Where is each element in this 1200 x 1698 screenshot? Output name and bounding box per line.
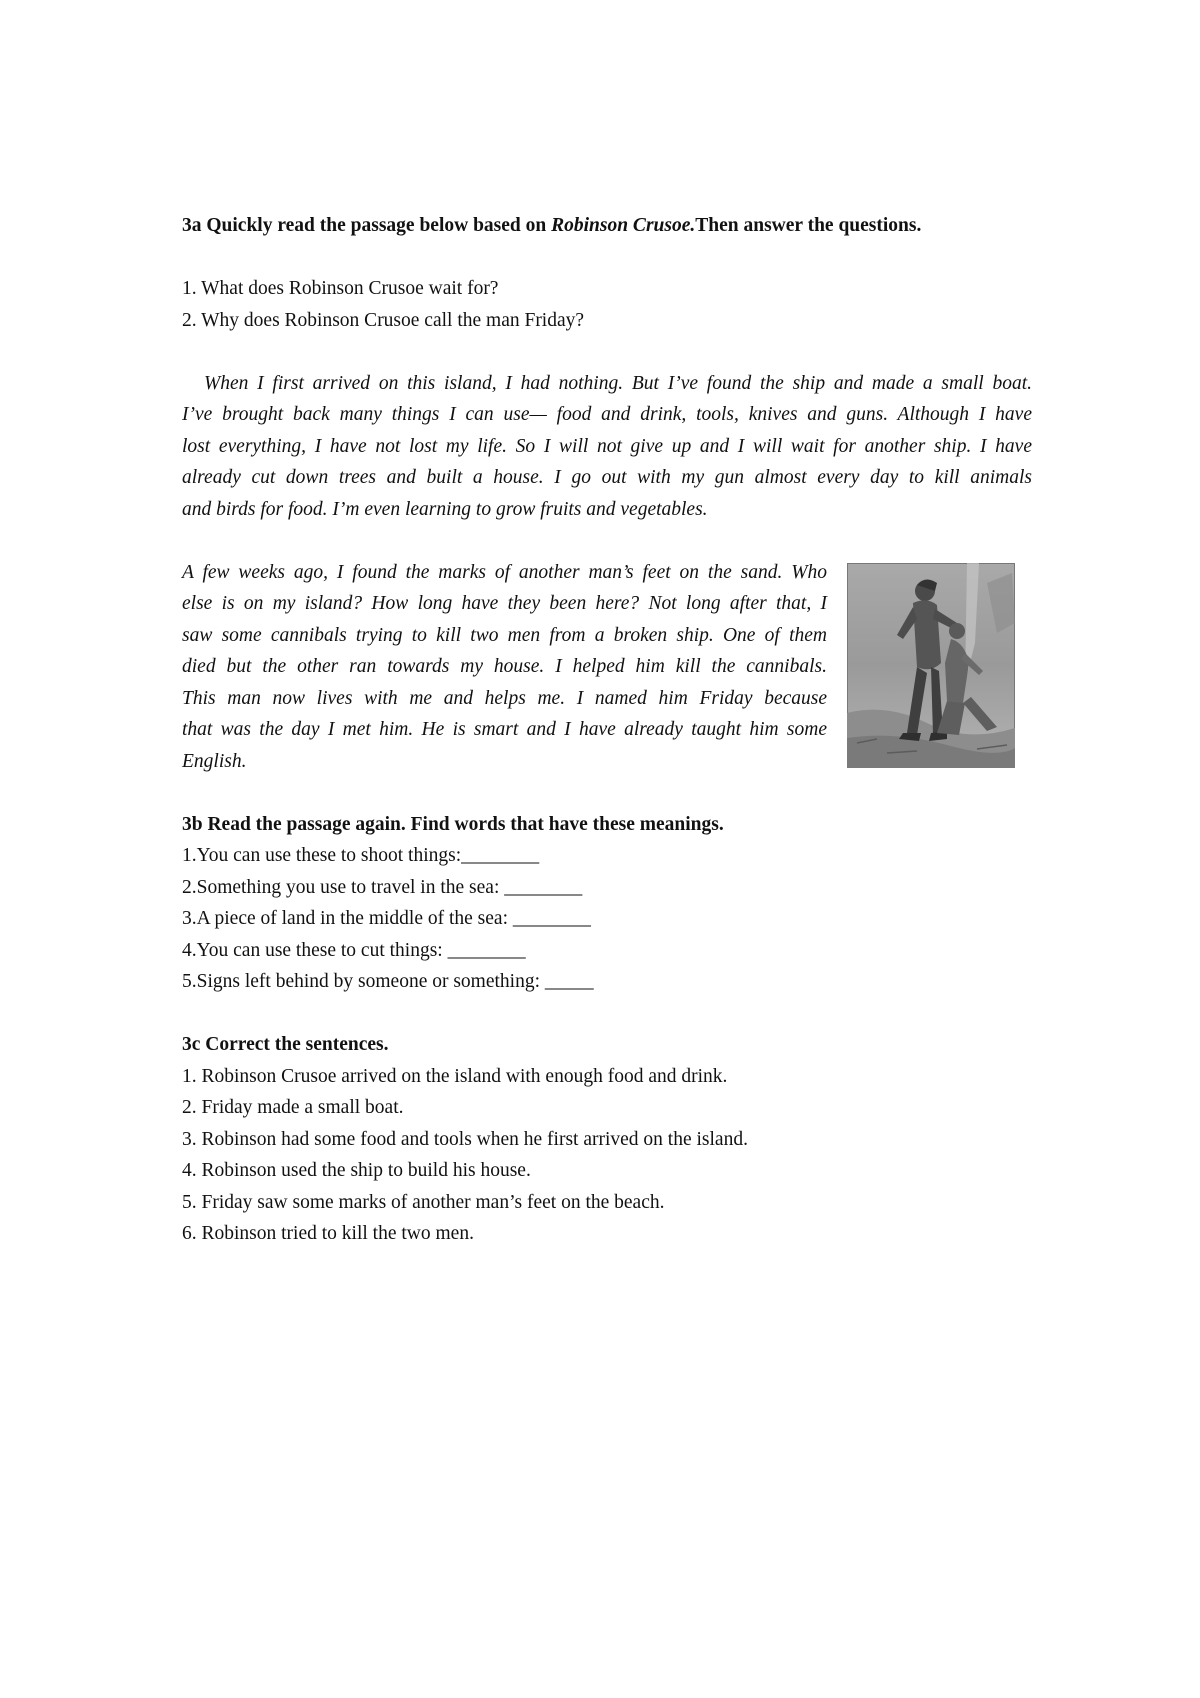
correction-item: 4. Robinson used the ship to build his house. [182,1160,531,1181]
spacer [182,777,1032,809]
heading-suffix: Then answer the questions. [695,215,922,236]
passage-paragraph-2 [182,557,827,778]
question-item: 1. What does Robinson Crusoe wait for? [182,278,499,299]
correction-list [182,1061,1032,1250]
questions-list [182,273,1032,336]
passage-line: saw some cannibals trying to kill two men from a broken ship. One of them [182,624,827,646]
vocabulary-item: 2.Something you use to travel in the sea: ________ [182,876,583,898]
passage-line: This man now lives with me and helps me. I named him Friday because [182,687,827,709]
passage-line: A few weeks ago, I found the marks of another man’s feet on the sand. Who [182,561,827,583]
section-3a-heading [182,210,1032,242]
worksheet-page [182,210,1032,1250]
book-title: Robinson Crusoe. [551,215,696,236]
passage-paragraph-2-wrapper [182,557,1032,778]
passage-line: and birds for food. I’m even learning to grow fruits and vegetables. [182,498,708,520]
correction-item: 2. Friday made a small boat. [182,1097,404,1118]
spacer [182,998,1032,1030]
section-3b-heading: 3b Read the passage again. Find words that have these meanings. [182,813,724,835]
correction-item: 6. Robinson tried to kill the two men. [182,1223,474,1244]
robinson-friday-illustration [847,563,1015,768]
vocabulary-item: 3.A piece of land in the middle of the sea: ________ [182,908,591,929]
correction-item: 1. Robinson Crusoe arrived on the island with enough food and drink. [182,1065,728,1087]
vocabulary-item: 4.You can use these to cut things: ________ [182,939,526,961]
passage-line: I’ve brought back many things I can use— food and drink, tools, knives and guns. Although I have [182,404,1032,425]
vocabulary-list [182,840,1032,998]
question-item: 2. Why does Robinson Crusoe call the man Friday? [182,309,585,331]
spacer [182,242,1032,274]
vocabulary-item: 1.You can use these to shoot things:________ [182,845,540,866]
vocabulary-item: 5.Signs left behind by someone or something: _____ [182,971,594,992]
spacer [182,336,1032,368]
passage-line: When I first arrived on this island, I had nothing. But I’ve found the ship and made a small boat. [204,372,1032,394]
passage-line: lost everything, I have not lost my life. So I will not give up and I will wait for another ship. I have [182,435,1032,457]
passage-line: else is on my island? How long have they been here? Not long after that, I [182,593,827,614]
correction-item: 5. Friday saw some marks of another man’s feet on the beach. [182,1191,665,1213]
correction-item: 3. Robinson had some food and tools when he first arrived on the island. [182,1128,748,1150]
passage-line: died but the other ran towards my house. I helped him kill the cannibals. [182,656,827,677]
section-3c-heading: 3c Correct the sentences. [182,1034,389,1055]
passage-line: already cut down trees and built a house. I go out with my gun almost every day to kill animals [182,467,1032,488]
passage-line: that was the day I met him. He is smart and I have already taught him some [182,719,827,740]
passage-line: English. [182,750,247,772]
spacer [182,525,1032,557]
heading-prefix: 3a Quickly read the passage below based on [182,215,552,236]
passage-paragraph-1 [182,368,1032,526]
